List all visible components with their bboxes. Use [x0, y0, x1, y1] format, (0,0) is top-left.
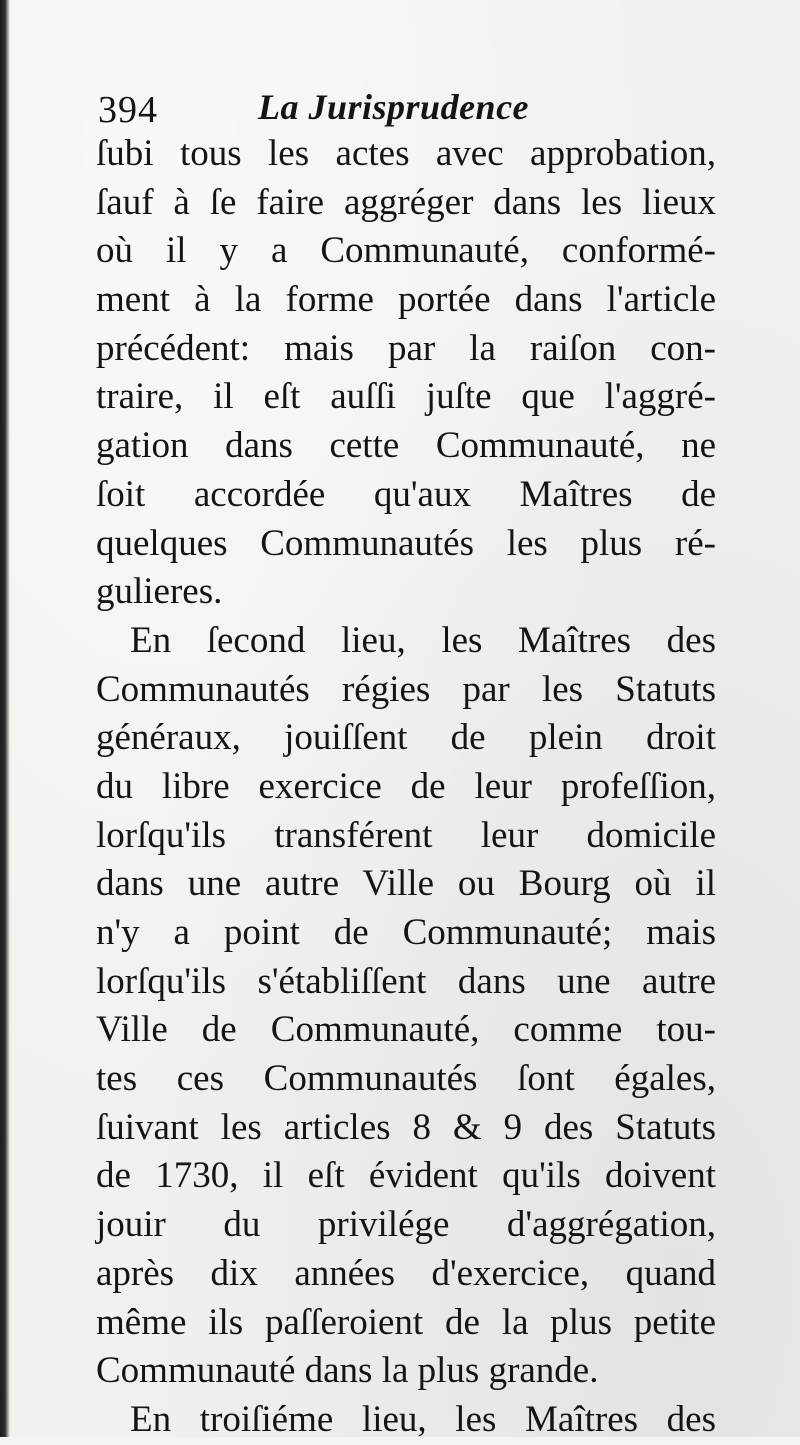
text-line: n'y a point de Communauté; mais — [96, 912, 716, 953]
text-line: Communauté dans la plus grande. — [96, 1350, 599, 1392]
text-line: lorſqu'ils transférent leur domicile — [96, 814, 716, 856]
text-line: traire, il eſt auſſi juſte que l'aggré- — [96, 376, 716, 418]
running-title: La Jurisprudence — [258, 87, 530, 127]
text-line: jouir du privilége d'aggrégation, — [96, 1204, 716, 1246]
text-line: Communautés régies par les Statuts — [96, 668, 716, 710]
page-header — [98, 82, 718, 132]
text-line: ſuivant les articles 8 & 9 des Statuts — [96, 1106, 716, 1148]
text-line: dans une autre Ville ou Bourg où il — [96, 863, 716, 905]
text-line: ment à la forme portée dans l'article — [96, 279, 716, 321]
page-gutter-shadow — [0, 0, 10, 1437]
text-line: précédent: mais par la raiſon con- — [96, 327, 716, 369]
text-line: gulieres. — [96, 571, 223, 613]
text-line: gation dans cette Communauté, ne — [96, 425, 716, 467]
text-line: généraux, jouiſſent de plein droit — [96, 717, 716, 759]
text-line: après dix années d'exercice, quand — [96, 1252, 716, 1294]
text-line: ſubi tous les actes avec approbation, — [96, 133, 716, 174]
text-line: Ville de Communauté, comme tou- — [96, 1009, 716, 1051]
text-line: lorſqu'ils s'établiſſent dans une autre — [96, 960, 716, 1002]
text-line: de 1730, il eſt évident qu'ils doivent — [96, 1155, 716, 1197]
paragraph-start-line: En ſecond lieu, les Maîtres des — [130, 619, 716, 661]
text-line: ſoit accordée qu'aux Maîtres de — [96, 473, 716, 515]
text-line: même ils paſſeroient de la plus petite — [96, 1301, 716, 1343]
text-line: tes ces Communautés ſont égales, — [96, 1058, 716, 1100]
text-line: où il y a Communauté, conformé- — [96, 230, 716, 272]
page-number: 394 — [98, 89, 158, 131]
paragraph-start-line: En troiſiéme lieu, les Maîtres des — [130, 1398, 716, 1440]
text-line: du libre exercice de leur profeſſion, — [96, 765, 716, 807]
body-text — [96, 130, 716, 1445]
text-line: quelques Communautés les plus ré- — [96, 522, 716, 564]
text-line: ſauf à ſe faire aggréger dans les lieux — [96, 181, 716, 223]
